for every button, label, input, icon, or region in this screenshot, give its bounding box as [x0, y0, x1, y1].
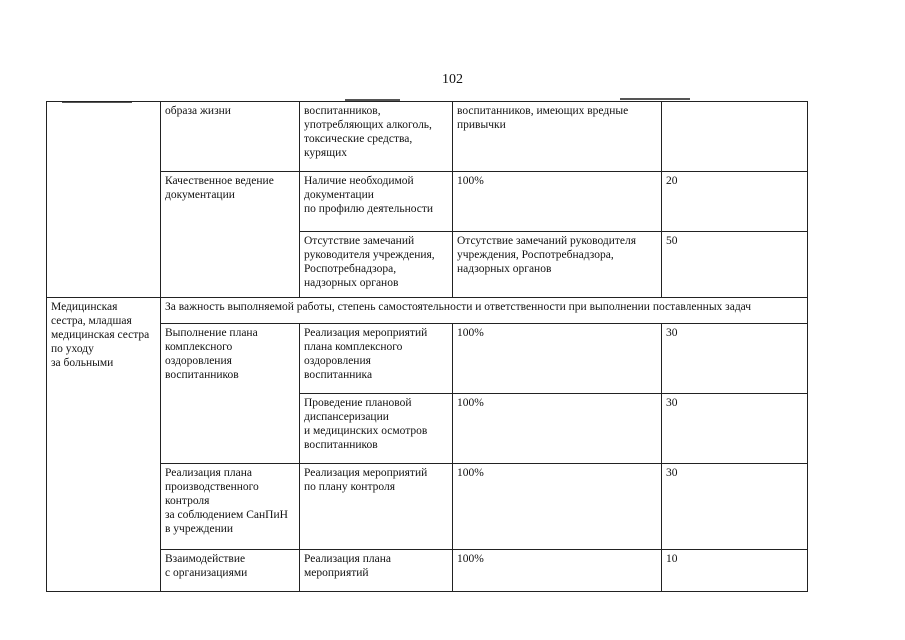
points-cell: 30: [662, 464, 808, 550]
section-header-cell: За важность выполняемой работы, степень самостоятельности и ответственности при выполнении поставленных задач: [161, 298, 808, 324]
indicator-cell: Взаимодействие с организациями: [161, 550, 300, 592]
position-cell: Медицинская сестра, младшая медицинская сестра по уходу за больными: [47, 298, 161, 592]
indicator-cell: Выполнение плана комплексного оздоровления воспитанников: [161, 324, 300, 464]
table-row: [47, 550, 808, 592]
value-cell: 100%: [453, 394, 662, 464]
table-row: [47, 324, 808, 394]
page-number: 102: [442, 72, 463, 87]
position-cell: [47, 102, 161, 298]
indicator-cell: Реализация плана производственного контроля за соблюдением СанПиН в учреждении: [161, 464, 300, 550]
criteria-table: [46, 101, 808, 592]
indicator-cell: образа жизни: [161, 102, 300, 172]
points-cell: 30: [662, 324, 808, 394]
table-row: [47, 298, 808, 324]
value-cell: 100%: [453, 324, 662, 394]
table-row: [47, 172, 808, 232]
criterion-cell: Отсутствие замечаний руководителя учреждения, Роспотребнадзора, надзорных органов: [300, 232, 453, 298]
value-cell: 100%: [453, 550, 662, 592]
criterion-cell: воспитанников, употребляющих алкоголь, токсические средства, курящих: [300, 102, 453, 172]
points-cell: [662, 102, 808, 172]
indicator-cell: Качественное ведение документации: [161, 172, 300, 298]
points-cell: 50: [662, 232, 808, 298]
criterion-cell: Реализация плана мероприятий: [300, 550, 453, 592]
scan-mark: [620, 98, 690, 100]
value-cell: воспитанников, имеющих вредные привычки: [453, 102, 662, 172]
criterion-cell: Проведение плановой диспансеризации и медицинских осмотров воспитанников: [300, 394, 453, 464]
points-cell: 10: [662, 550, 808, 592]
value-cell: 100%: [453, 172, 662, 232]
criterion-cell: Реализация мероприятий плана комплексного оздоровления воспитанника: [300, 324, 453, 394]
table-row: [47, 102, 808, 172]
criterion-cell: Наличие необходимой документации по профилю деятельности: [300, 172, 453, 232]
criterion-cell: Реализация мероприятий по плану контроля: [300, 464, 453, 550]
value-cell: Отсутствие замечаний руководителя учреждения, Роспотребнадзора, надзорных органов: [453, 232, 662, 298]
points-cell: 20: [662, 172, 808, 232]
table-row: [47, 464, 808, 550]
value-cell: 100%: [453, 464, 662, 550]
points-cell: 30: [662, 394, 808, 464]
